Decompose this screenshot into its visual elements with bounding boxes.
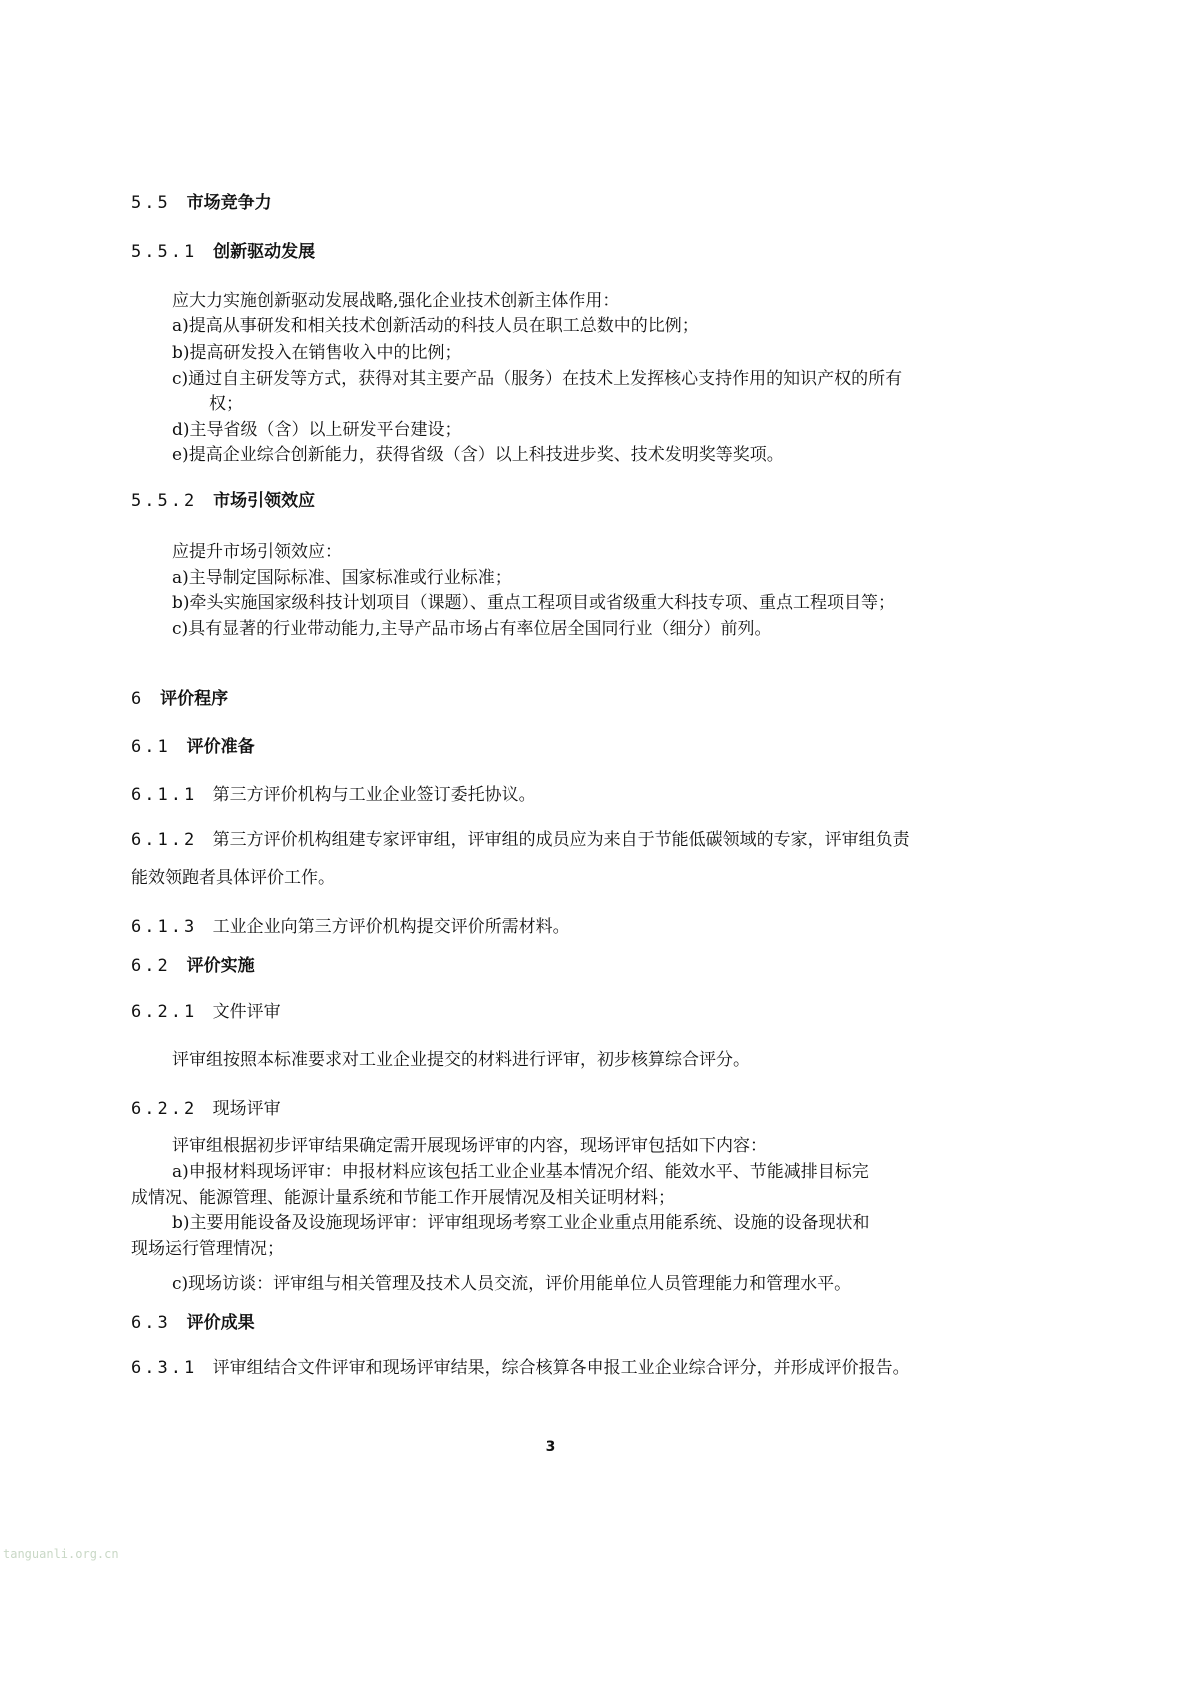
clause-6-3-1: [131, 1356, 910, 1380]
clause-text: 评审组结合文件评审和现场评审结果，综合核算各申报工业企业综合评分，并形成评价报告。: [212, 1358, 910, 1378]
list-item-b: b)主要用能设备及设施现场评审：评审组现场考察工业企业重点用能系统、设施的设备现状和: [172, 1213, 870, 1233]
section-number: 5.5: [131, 193, 171, 213]
list-item-a: a)申报材料现场评审：申报材料应该包括工业企业基本情况介绍、能效水平、节能减排目标完: [172, 1162, 869, 1182]
list-item-d: d)主导省级（含）以上研发平台建设；: [172, 420, 462, 440]
list-item-a: a)主导制定国际标准、国家标准或行业标准；: [172, 568, 512, 588]
section-number: 6.1: [131, 737, 171, 757]
section-title: 评价程序: [160, 689, 229, 709]
section-title: 评价准备: [186, 737, 255, 757]
list-item-b: b)牵头实施国家级科技计划项目（课题）、重点工程项目或省级重大科技专项、重点工程项目等；: [172, 593, 896, 613]
section-title: 评价成果: [186, 1313, 255, 1333]
section-title: 创新驱动发展: [213, 242, 316, 262]
clause-title: 现场评审: [212, 1099, 281, 1119]
section-title: 评价实施: [186, 956, 255, 976]
clause-6-2-2: [131, 1097, 281, 1121]
paragraph-6-2-1: 评审组按照本标准要求对工业企业提交的材料进行评审，初步核算综合评分。: [172, 1050, 750, 1070]
clause-number: 6.1.2: [131, 830, 198, 850]
heading-6: [131, 687, 228, 711]
clause-title: 文件评审: [212, 1002, 281, 1022]
section-title: 市场竞争力: [186, 193, 272, 213]
paragraph-intro-5-5-2: 应提升市场引领效应：: [172, 542, 342, 562]
clause-number: 6.1.1: [131, 785, 198, 805]
paragraph-intro-6-2-2: 评审组根据初步评审结果确定需开展现场评审的内容，现场评审包括如下内容：: [172, 1136, 767, 1156]
watermark: tanguanli.org.cn: [3, 1547, 119, 1561]
clause-6-1-2-cont: 能效领跑者具体评价工作。: [131, 868, 335, 888]
section-number: 6.3: [131, 1313, 171, 1333]
clause-text: 工业企业向第三方评价机构提交评价所需材料。: [212, 917, 570, 937]
list-item-b: b)提高研发投入在销售收入中的比例；: [172, 343, 462, 363]
list-item-c: c)现场访谈：评审组与相关管理及技术人员交流，评价用能单位人员管理能力和管理水平。: [172, 1274, 852, 1294]
clause-6-2-1: [131, 1000, 281, 1024]
list-item-c: c)具有显著的行业带动能力,主导产品市场占有率位居全国同行业（细分）前列。: [172, 619, 772, 639]
heading-6-3: [131, 1311, 255, 1335]
section-number: 6.2: [131, 956, 171, 976]
clause-number: 6.2.2: [131, 1099, 198, 1119]
section-number: 6: [131, 689, 145, 709]
clause-number: 6.3.1: [131, 1358, 198, 1378]
list-item-c-cont: 权；: [209, 394, 243, 414]
heading-5-5: [131, 191, 272, 215]
page-number: 3: [545, 1439, 556, 1455]
paragraph-intro-5-5-1: 应大力实施创新驱动发展战略,强化企业技术创新主体作用：: [172, 291, 620, 311]
clause-6-1-2: [131, 828, 910, 852]
heading-6-1: [131, 735, 255, 759]
heading-5-5-1: [131, 240, 315, 264]
clause-number: 6.2.1: [131, 1002, 198, 1022]
list-item-b-cont: 现场运行管理情况；: [131, 1239, 284, 1259]
list-item-a: a)提高从事研发和相关技术创新活动的科技人员在职工总数中的比例；: [172, 316, 699, 336]
clause-6-1-1: [131, 783, 536, 807]
list-item-c: c)通过自主研发等方式，获得对其主要产品（服务）在技术上发挥核心支持作用的知识产权的所有: [172, 369, 903, 389]
heading-5-5-2: [131, 489, 315, 513]
clause-number: 6.1.3: [131, 917, 198, 937]
clause-text: 第三方评价机构组建专家评审组，评审组的成员应为来自于节能低碳领域的专家，评审组负责: [212, 830, 910, 850]
section-number: 5.5.2: [131, 491, 198, 511]
list-item-a-cont: 成情况、能源管理、能源计量系统和节能工作开展情况及相关证明材料；: [131, 1188, 675, 1208]
section-number: 5.5.1: [131, 242, 198, 262]
list-item-e: e)提高企业综合创新能力，获得省级（含）以上科技进步奖、技术发明奖等奖项。: [172, 445, 784, 465]
clause-6-1-3: [131, 915, 570, 939]
section-title: 市场引领效应: [213, 491, 316, 511]
clause-text: 第三方评价机构与工业企业签订委托协议。: [212, 785, 536, 805]
heading-6-2: [131, 954, 255, 978]
